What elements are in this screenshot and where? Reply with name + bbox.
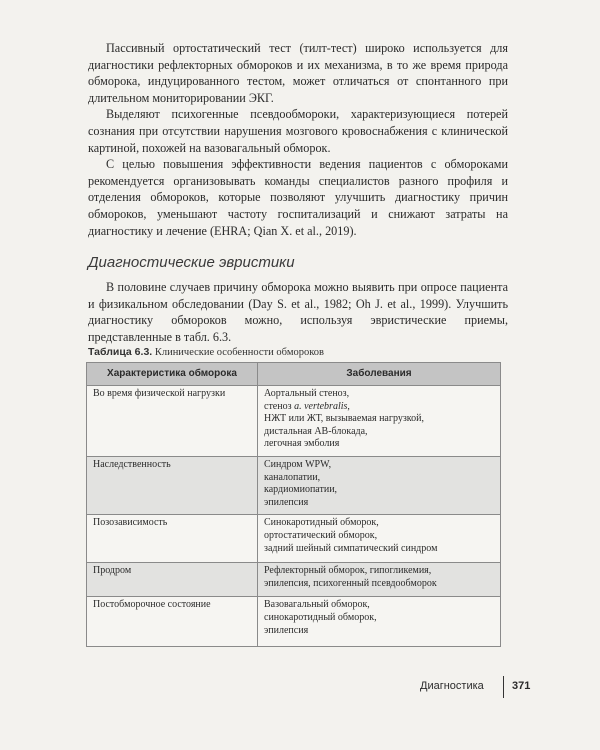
table-caption-text: Клинические особенности обмороков <box>152 347 324 358</box>
characteristic-cell: Постобморочное состояние <box>87 597 258 647</box>
paragraph: В половине случаев причину обморока можно выявить при опросе пациента и физикальном обследовании (Day S. et al., 1982; Oh J. et al., 1999). Улучшить диагностику обмороков можно, используя эвристические приемы, представленные в табл. 6.3. <box>88 280 508 344</box>
paragraph: Выделяют психогенные псевдообмороки, характеризующиеся потерей сознания при отсутствии нарушения мозгового кровоснабжения с клинической картиной, похожей на вазовагальный обморок. <box>88 107 508 155</box>
disease-line: каналопатии, <box>264 471 321 483</box>
disease-line: Синдром WPW, <box>264 458 332 470</box>
diseases-cell <box>258 597 501 647</box>
header-diseases: Заболевания <box>258 363 501 386</box>
table-row <box>87 456 501 514</box>
characteristic-cell: Продром <box>87 563 258 597</box>
footer-section-title: Диагностика <box>420 680 484 692</box>
intro-text-block <box>88 40 508 239</box>
disease-line: НЖТ или ЖТ, вызываемая нагрузкой, <box>264 413 424 425</box>
clinical-features-table <box>86 362 501 647</box>
disease-line: легочная эмболия <box>264 438 340 450</box>
paragraph: Пассивный ортостатический тест (тилт-тест) широко используется для диагностики рефлекторных обмороков и их механизма, в то же время природа обморока, индуцированного тестом, может отличаться от спонтанного при длительном мониторировании ЭКГ. <box>88 41 508 105</box>
footer-divider <box>503 676 504 698</box>
disease-line: Синокаротидный обморок, <box>264 517 379 529</box>
page-number: 371 <box>512 680 531 692</box>
disease-line: ортостатический обморок, <box>264 529 378 541</box>
table-caption-label: Таблица 6.3. <box>88 346 153 358</box>
disease-line: эпилепсия <box>264 624 309 636</box>
disease-line: эпилепсия <box>264 496 309 508</box>
table-caption <box>88 346 324 358</box>
table-header-row <box>87 363 501 386</box>
disease-line: дистальная АВ-блокада, <box>264 425 368 437</box>
disease-line: синокаротидный обморок, <box>264 611 377 623</box>
second-text-block <box>88 279 508 345</box>
diseases-cell <box>258 515 501 563</box>
disease-line: кардиомиопатии, <box>264 484 338 496</box>
characteristic-cell: Позозависимость <box>87 515 258 563</box>
disease-line: Вазовагальный обморок, <box>264 599 370 611</box>
characteristic-cell: Наследственность <box>87 456 258 514</box>
table-row <box>87 386 501 457</box>
disease-line: Аортальный стеноз, <box>264 388 350 399</box>
disease-line: задний шейный симпатический синдром <box>264 542 438 554</box>
disease-line: стеноз a. vertebralis, <box>264 400 350 412</box>
header-characteristic: Характеристика обморока <box>87 363 258 386</box>
diseases-cell <box>258 386 501 457</box>
disease-line: эпилепсия, психогенный псевдообморок <box>264 577 437 589</box>
diseases-cell <box>258 563 501 597</box>
diseases-cell <box>258 456 501 514</box>
paragraph: С целью повышения эффективности ведения пациентов с обмороками рекомендуется организовывать команды специалистов разного профиля и отделения обмороков, которые позволяют улучшить диагностику причин обмороков, уменьшают частоту госпитализаций и снижают затраты на диагностику и лечение (EHRA; Qian X. et al., 2019). <box>88 157 508 238</box>
table-row <box>87 515 501 563</box>
table-row <box>87 597 501 647</box>
page-footer <box>420 680 531 692</box>
characteristic-cell: Во время физической нагрузки <box>87 386 258 457</box>
table-row <box>87 563 501 597</box>
section-heading: Диагностические эвристики <box>88 254 295 271</box>
disease-line: Рефлекторный обморок, гипогликемия, <box>264 565 432 577</box>
